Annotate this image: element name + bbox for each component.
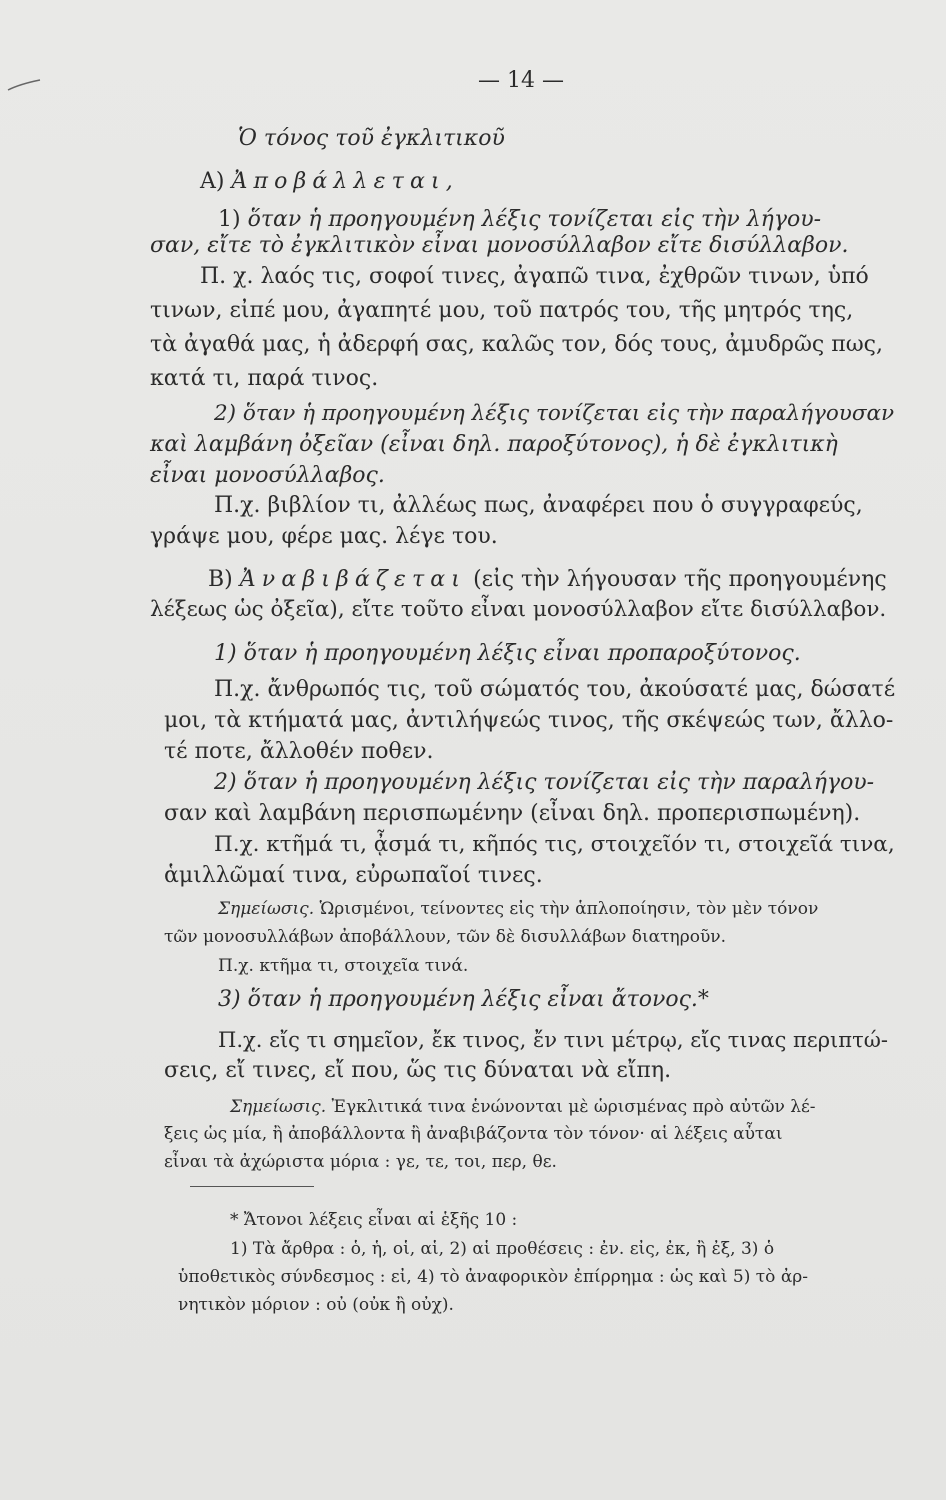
page-heading: Ὁ τόνος τοῦ ἐγκλιτικοῦ: [238, 126, 505, 151]
section-a-heading: Α) Ἀποβάλλεται,: [200, 169, 459, 194]
page-number: — 14 —: [478, 68, 564, 93]
example-a2-line2: γράψε μου, φέρε μας. λέγε του.: [150, 524, 498, 549]
example-a1-line4: κατά τι, παρά τινος.: [150, 366, 379, 391]
example-b3-line2: σεις, εἴ τινες, εἴ που, ὥς τις δύναται νὰ εἴπη.: [164, 1058, 672, 1083]
example-a1-line2: τινων, εἰπέ μου, ἀγαπητέ μου, τοῦ πατρός του, τῆς μητρός της,: [150, 298, 854, 323]
rule-a1-line1: 1) ὅταν ἡ προηγουμένη λέξις τονίζεται εἰς τὴν λήγου-: [218, 207, 822, 232]
example-b1-line2: μοι, τὰ κτήματά μας, ἀντιλήψεώς τινος, τῆς σκέψεώς των, ἄλλο-: [164, 708, 894, 733]
rule-a1-line2: σαν, εἴτε τὸ ἐγκλιτικὸν εἶναι μονοσύλλαβον εἴτε δισύλλαβον.: [150, 233, 849, 258]
note2-line1: Σημείωσις. Ἐγκλιτικά τινα ἑνώνονται μὲ ὡρισμένας πρὸ αὐτῶν λέ-: [230, 1097, 816, 1117]
note1-line2: τῶν μονοσυλλάβων ἀποβάλλουν, τῶν δὲ δισυλλάβων διατηροῦν.: [164, 927, 727, 947]
example-b1-line1: Π.χ. ἄνθρωπός τις, τοῦ σώματός του, ἀκούσατέ μας, δώσατέ: [214, 677, 896, 702]
note1-line1: Σημείωσις. Ὡρισμένοι, τείνοντες εἰς τὴν ἁπλοποίησιν, τὸν μὲν τόνον: [218, 899, 819, 919]
rule-a2-line2: καὶ λαμβάνη ὀξεῖαν (εἶναι δηλ. παροξύτονος), ἡ δὲ ἐγκλιτικὴ: [150, 432, 838, 457]
rule-b2-line2: σαν καὶ λαμβάνη περισπωμένην (εἶναι δηλ. προπερισπωμένη).: [164, 801, 861, 826]
example-b2-line2: ἁμιλλῶμαί τινα, εὐρωπαῖοί τινες.: [164, 863, 543, 888]
note2-line3: εἶναι τὰ ἀχώριστα μόρια : γε, τε, τοι, περ, θε.: [164, 1152, 557, 1172]
footnote-line4: νητικὸν μόριον : οὐ (οὐκ ἢ οὐχ).: [178, 1295, 454, 1315]
note1-line3: Π.χ. κτῆμα τι, στοιχεῖα τινά.: [218, 956, 469, 976]
rule-b3: 3) ὅταν ἡ προηγουμένη λέξις εἶναι ἄτονος.*: [218, 987, 709, 1012]
footnote-line1: * Ἄτονοι λέξεις εἶναι αἱ ἑξῆς 10 :: [230, 1210, 518, 1230]
example-a1-line3: τὰ ἀγαθά μας, ἡ ἀδερφή σας, καλῶς τον, δός τους, ἀμυδρῶς πως,: [150, 332, 883, 357]
example-b1-line3: τέ ποτε, ἄλλοθέν ποθεν.: [164, 739, 434, 764]
rule-b1: 1) ὅταν ἡ προηγουμένη λέξις εἶναι προπαροξύτονος.: [214, 641, 801, 666]
example-b3-line1: Π.χ. εἴς τι σημεῖον, ἔκ τινος, ἔν τινι μέτρῳ, εἴς τινας περιπτώ-: [218, 1028, 888, 1052]
rule-b2-line1: 2) ὅταν ἡ προηγουμένη λέξις τονίζεται εἰς τὴν παραλήγου-: [214, 770, 875, 795]
footnote-line2: 1) Τὰ ἄρθρα : ὁ, ἡ, οἱ, αἱ, 2) αἱ προθέσεις : ἐν. εἰς, ἐκ, ἢ ἐξ, 3) ὁ: [230, 1239, 775, 1259]
rule-a2-line3: εἶναι μονοσύλλαβος.: [150, 463, 385, 488]
example-b2-line1: Π.χ. κτῆμά τι, ᾆσμά τι, κῆπός τις, στοιχεῖόν τι, στοιχεῖά τινα,: [214, 832, 895, 857]
example-a2-line1: Π.χ. βιβλίον τι, ἀλλέως πως, ἀναφέρει που ὁ συγγραφεύς,: [214, 493, 863, 518]
rule-a2-line1: 2) ὅταν ἡ προηγουμένη λέξις τονίζεται εἰς τὴν παραλήγουσαν: [214, 401, 895, 426]
section-b-line2: λέξεως ὡς ὀξεῖα), εἴτε τοῦτο εἶναι μονοσύλλαβον εἴτε δισύλλαβον.: [150, 597, 887, 622]
footnote-separator: [190, 1186, 314, 1187]
ink-mark: [6, 78, 42, 92]
example-a1-line1: Π. χ. λαός τις, σοφοί τινες, ἀγαπῶ τινα, ἐχθρῶν τινων, ὑπό: [200, 264, 869, 289]
note2-line2: ξεις ὡς μία, ἢ ἀποβάλλοντα ἢ ἀναβιβάζοντα τὸν τόνον· αἱ λέξεις αὗται: [164, 1124, 783, 1144]
footnote-line3: ὑποθετικὸς σύνδεσμος : εἰ, 4) τὸ ἀναφορικὸν ἐπίρρημα : ὡς καὶ 5) τὸ ἀρ-: [178, 1267, 809, 1287]
section-b-line1: Β) Ἀναβιβάζεται (εἰς τὴν λήγουσαν τῆς προηγουμένης: [208, 567, 887, 592]
